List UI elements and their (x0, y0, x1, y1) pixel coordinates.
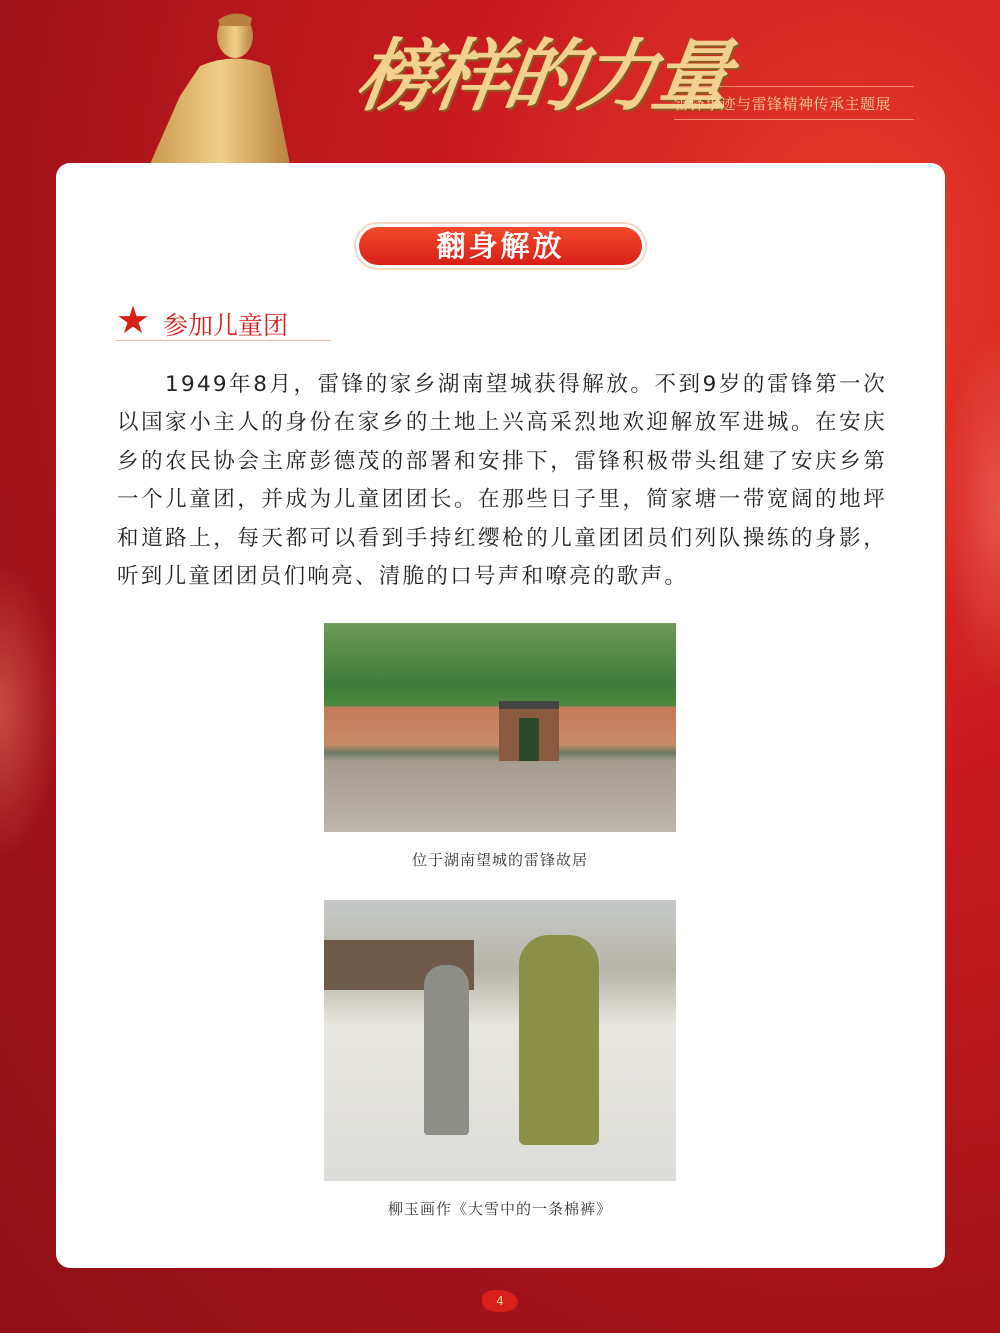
painting-snow-cotton-trousers (324, 900, 676, 1181)
photo-leifeng-former-residence (324, 623, 676, 832)
body-paragraph: 1949年8月，雷锋的家乡湖南望城获得解放。不到9岁的雷锋第一次以国家小主人的身份在家乡的土地上兴高采烈地欢迎解放军进城。在安庆乡的农民协会主席彭德茂的部署和安排下，雷锋积极带头组建了安庆乡第一个儿童团，并成为儿童团团长。在那些日子里，简家塘一带宽阔的地坪和道路上，每天都可以看到手持红缨枪的儿童团团员们列队操练的身影，听到儿童团团员们响亮、清脆的口号声和嘹亮的歌声。 (117, 372, 887, 590)
star-icon: ★ (116, 298, 151, 342)
decor-glow-right (940, 330, 1000, 690)
exhibition-subtitle: 雷锋事迹与雷锋精神传承主题展 (674, 86, 914, 120)
page-number: 4 (482, 1290, 518, 1312)
statue-image (140, 6, 305, 164)
decor-glow-left (0, 560, 60, 860)
section-title: 参加儿童团 (163, 311, 289, 340)
figure-caption: 位于湖南望城的雷锋故居 (411, 851, 588, 869)
exhibition-logo-title: 榜样的力量 (350, 31, 734, 122)
content-card (56, 163, 945, 1268)
section-heading (116, 298, 331, 342)
chapter-title: 翻身解放 (359, 227, 642, 265)
chapter-banner (354, 222, 647, 270)
painting-boy (424, 965, 469, 1135)
figure-caption: 柳玉画作《大雪中的一条棉裤》 (387, 1200, 612, 1218)
photo-door (519, 718, 539, 761)
painting-soldier (519, 935, 599, 1145)
